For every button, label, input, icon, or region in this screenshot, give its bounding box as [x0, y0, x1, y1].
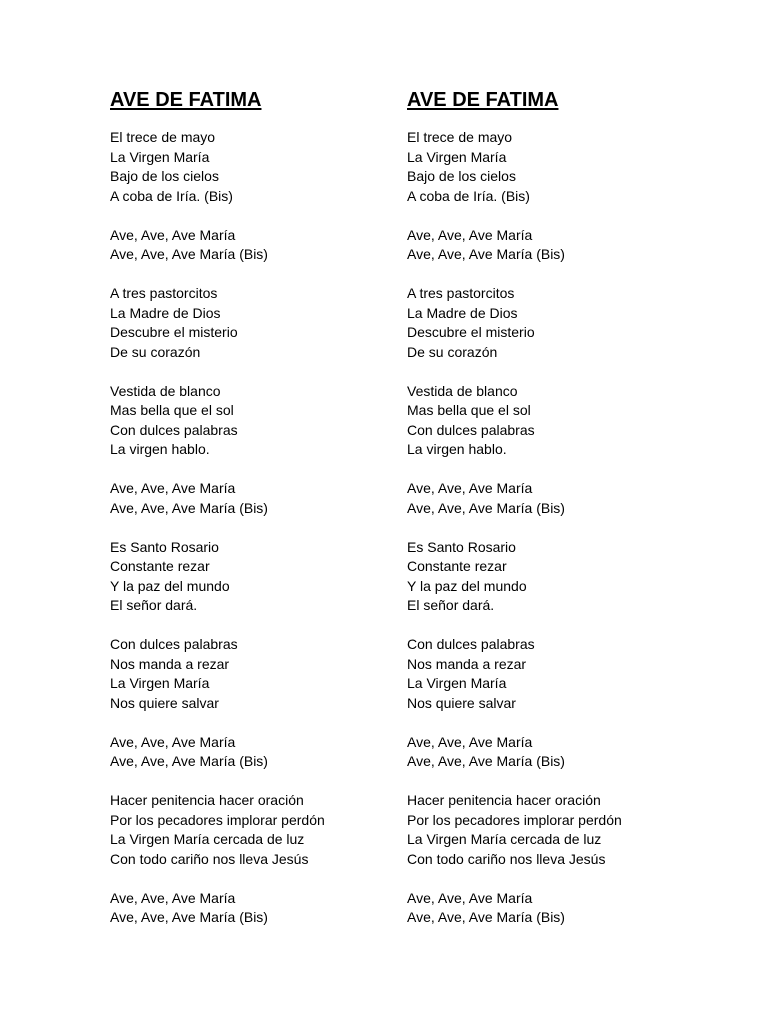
verse-line: La Virgen María	[110, 675, 210, 691]
verse-line: Y la paz del mundo	[110, 577, 230, 594]
stanza	[110, 733, 410, 772]
stanza	[110, 284, 410, 362]
verse-line: Constante rezar	[110, 558, 210, 574]
verse-line: Ave, Ave, Ave María	[407, 226, 533, 243]
song-title: AVE DE FATIMA	[110, 89, 262, 111]
stanza	[110, 791, 410, 869]
stanza	[110, 538, 410, 616]
verse-line: La Virgen María	[407, 148, 507, 165]
verse-line: Ave, Ave, Ave María (Bis)	[110, 753, 268, 769]
song-column-right	[407, 86, 707, 947]
verse-line: A coba de Iría. (Bis)	[110, 187, 233, 204]
stanza-list	[407, 128, 707, 928]
verse-line: La virgen hablo.	[407, 441, 507, 457]
verse-line: Ave, Ave, Ave María (Bis)	[110, 246, 268, 262]
verse-line: Ave, Ave, Ave María (Bis)	[110, 909, 268, 925]
stanza	[407, 791, 707, 869]
verse-line: Ave, Ave, Ave María	[110, 733, 236, 750]
stanza	[407, 635, 707, 713]
verse-line: La Madre de Dios	[407, 304, 518, 321]
verse-line: Nos quiere salvar	[407, 694, 516, 711]
verse-line: Ave, Ave, Ave María (Bis)	[407, 499, 565, 516]
verse-line: De su corazón	[110, 343, 201, 360]
verse-line: El señor dará.	[407, 597, 495, 613]
verse-line: Ave, Ave, Ave María	[110, 480, 236, 496]
verse-line: La Virgen María	[407, 675, 507, 691]
verse-line: Nos quiere salvar	[110, 694, 219, 711]
verse-line: Es Santo Rosario	[407, 538, 516, 555]
verse-line: Es Santo Rosario	[110, 538, 219, 555]
stanza	[110, 889, 410, 928]
verse-line: Ave, Ave, Ave María (Bis)	[407, 909, 565, 925]
stanza	[407, 284, 707, 362]
stanza	[407, 382, 707, 460]
verse-line: Ave, Ave, Ave María (Bis)	[110, 499, 268, 516]
verse-line: Vestida de blanco	[110, 382, 221, 399]
verse-line: La Virgen María	[110, 148, 210, 165]
verse-line: Vestida de blanco	[407, 382, 518, 399]
verse-line: De su corazón	[407, 343, 498, 360]
verse-line: El señor dará.	[110, 597, 198, 613]
stanza	[407, 226, 707, 265]
verse-line: Por los pecadores implorar perdón	[110, 811, 325, 828]
verse-line: La virgen hablo.	[110, 441, 210, 457]
verse-line: Descubre el misterio	[110, 324, 238, 340]
verse-line: Ave, Ave, Ave María (Bis)	[407, 753, 565, 769]
verse-line: A tres pastorcitos	[110, 285, 218, 301]
verse-line: El trece de mayo	[110, 129, 216, 145]
stanza	[110, 479, 410, 518]
verse-line: Descubre el misterio	[407, 324, 535, 340]
stanza	[110, 382, 410, 460]
verse-line: Y la paz del mundo	[407, 577, 527, 594]
verse-line: Con dulces palabras	[407, 421, 535, 438]
verse-line: A tres pastorcitos	[407, 285, 515, 301]
verse-line: Mas bella que el sol	[407, 402, 531, 418]
stanza	[110, 635, 410, 713]
verse-line: Ave, Ave, Ave María (Bis)	[407, 246, 565, 262]
stanza	[407, 479, 707, 518]
song-title: AVE DE FATIMA	[407, 89, 559, 111]
verse-line: Con dulces palabras	[407, 636, 535, 652]
verse-line: Ave, Ave, Ave María	[110, 226, 236, 243]
verse-line: Bajo de los cielos	[407, 168, 516, 184]
verse-line: Ave, Ave, Ave María	[407, 889, 533, 906]
verse-line: Ave, Ave, Ave María	[110, 889, 236, 906]
stanza	[407, 128, 707, 206]
verse-line: A coba de Iría. (Bis)	[407, 187, 530, 204]
verse-line: La Virgen María cercada de luz	[407, 831, 602, 847]
stanza	[407, 889, 707, 928]
verse-line: Hacer penitencia hacer oración	[110, 792, 304, 808]
verse-line: Con todo cariño nos lleva Jesús	[110, 850, 309, 867]
stanza	[110, 226, 410, 265]
stanza	[110, 128, 410, 206]
verse-line: La Virgen María cercada de luz	[110, 831, 305, 847]
stanza-list	[110, 128, 410, 928]
verse-line: Mas bella que el sol	[110, 402, 234, 418]
verse-line: Ave, Ave, Ave María	[407, 733, 533, 750]
verse-line: Bajo de los cielos	[110, 168, 219, 184]
verse-line: Hacer penitencia hacer oración	[407, 792, 601, 808]
verse-line: La Madre de Dios	[110, 304, 221, 321]
verse-line: Por los pecadores implorar perdón	[407, 811, 622, 828]
verse-line: Con dulces palabras	[110, 636, 238, 652]
verse-line: El trece de mayo	[407, 129, 513, 145]
verse-line: Constante rezar	[407, 558, 507, 574]
verse-line: Nos manda a rezar	[110, 655, 230, 672]
verse-line: Con dulces palabras	[110, 421, 238, 438]
verse-line: Ave, Ave, Ave María	[407, 480, 533, 496]
verse-line: Con todo cariño nos lleva Jesús	[407, 850, 606, 867]
stanza	[407, 538, 707, 616]
stanza	[407, 733, 707, 772]
verse-line: Nos manda a rezar	[407, 655, 527, 672]
song-column-left	[110, 86, 410, 947]
